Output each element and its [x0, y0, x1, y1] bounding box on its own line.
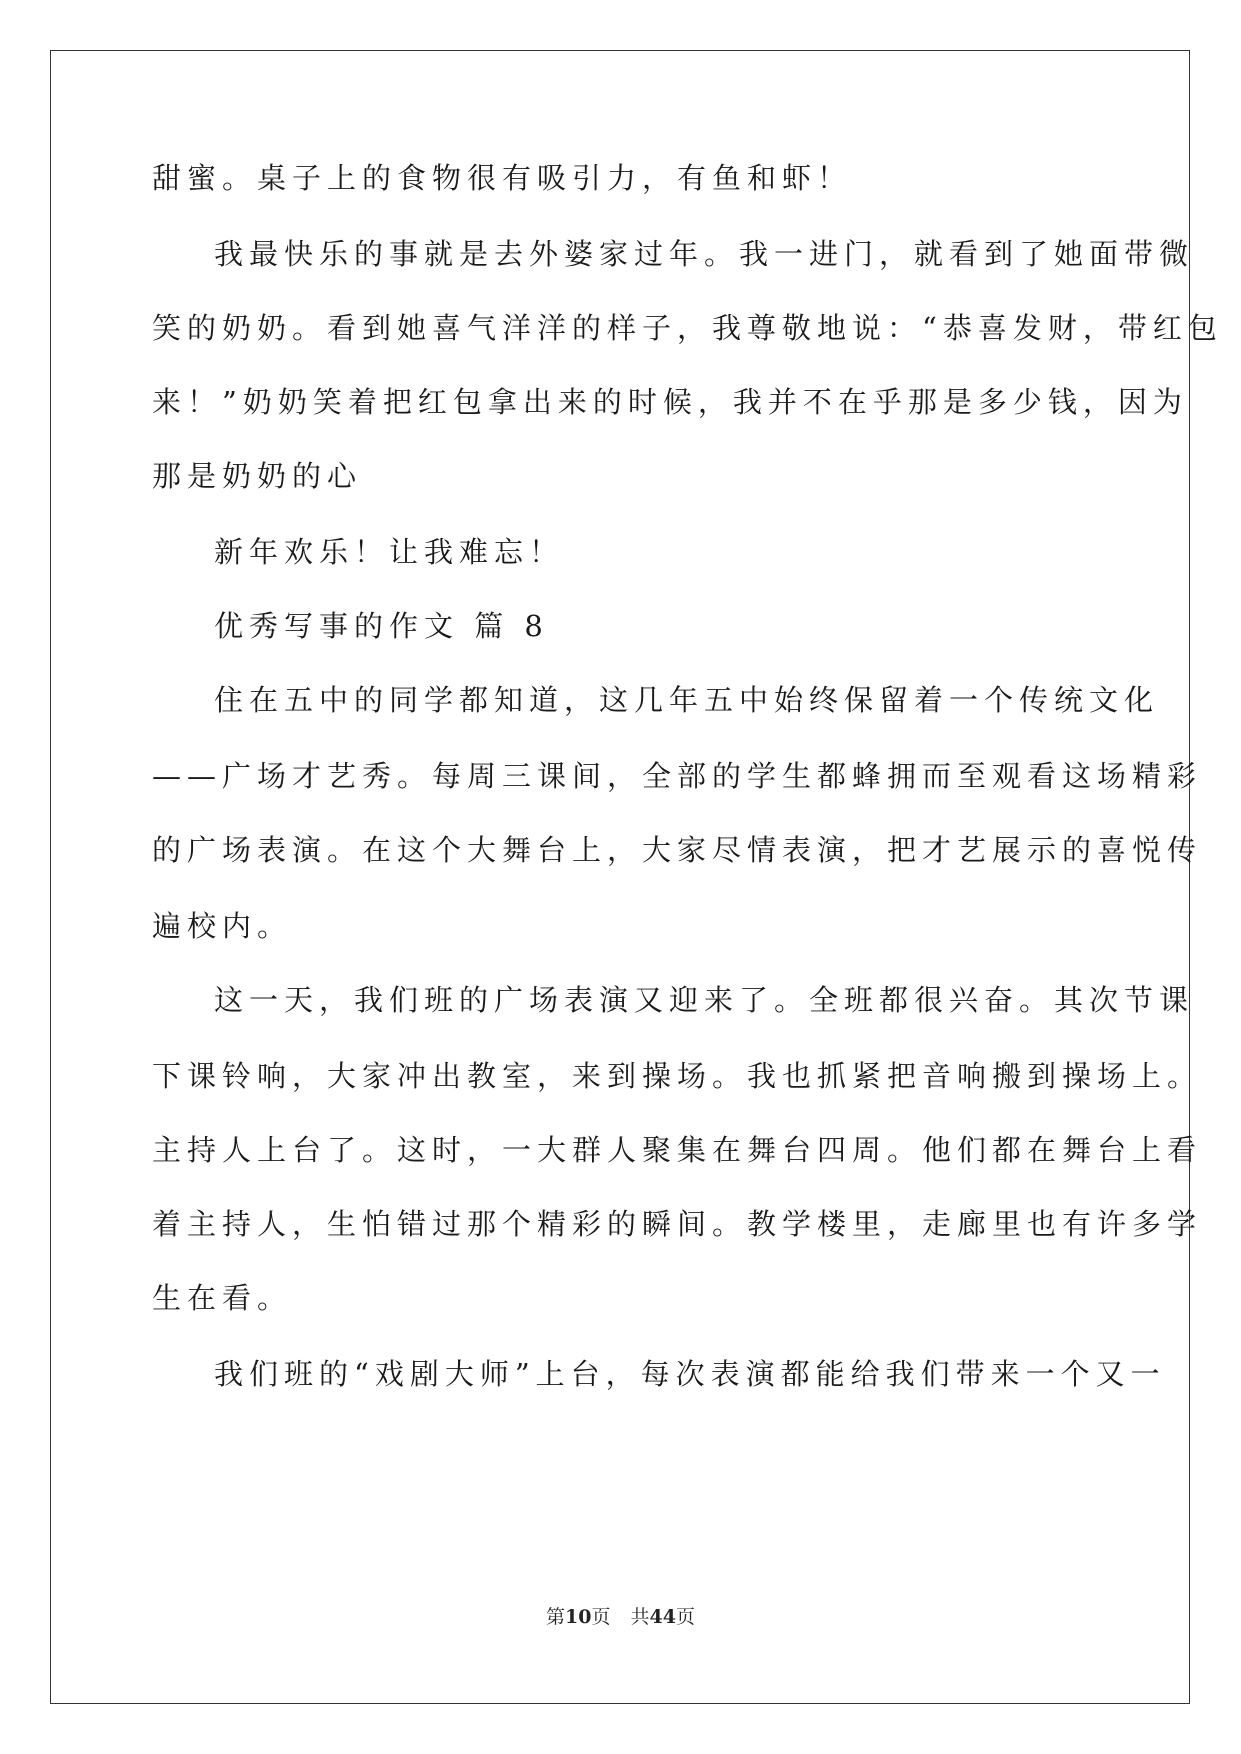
- total-pages: 44: [649, 1606, 676, 1628]
- text-line: 来！”奶奶笑着把红包拿出来的时候，我并不在乎那是多少钱，因为: [152, 385, 1188, 419]
- text-line: 生在看。: [152, 1281, 293, 1315]
- page-number: 10: [565, 1606, 592, 1628]
- text-line: ——广场才艺秀。每周三课间，全部的学生都蜂拥而至观看这场精彩: [152, 759, 1203, 793]
- page-prefix: 第: [546, 1606, 566, 1628]
- total-prefix: 共: [630, 1606, 650, 1628]
- page-footer: [0, 1602, 1241, 1629]
- text-line: 笑的奶奶。看到她喜气洋洋的样子，我尊敬地说：“恭喜发财，带红包: [152, 311, 1223, 345]
- text-line: 遍校内。: [152, 909, 293, 943]
- text-line: 的广场表演。在这个大舞台上，大家尽情表演，把才艺展示的喜悦传: [152, 833, 1203, 867]
- text-line: 新年欢乐！让我难忘！: [214, 535, 565, 569]
- text-line: 着主持人，生怕错过那个精彩的瞬间。教学楼里，走廊里也有许多学: [152, 1207, 1203, 1241]
- text-line: 这一天，我们班的广场表演又迎来了。全班都很兴奋。其次节课: [214, 983, 1195, 1017]
- text-line: 主持人上台了。这时，一大群人聚集在舞台四周。他们都在舞台上看: [152, 1133, 1203, 1167]
- text-line: 我最快乐的事就是去外婆家过年。我一进门，就看到了她面带微: [214, 237, 1195, 271]
- text-line: 下课铃响，大家冲出教室，来到操场。我也抓紧把音响搬到操场上。: [152, 1059, 1203, 1093]
- total-suffix: 页: [675, 1606, 695, 1628]
- text-line: 那是奶奶的心: [152, 459, 363, 493]
- text-line: 住在五中的同学都知道，这几年五中始终保留着一个传统文化: [214, 683, 1160, 717]
- page-suffix: 页: [591, 1606, 611, 1628]
- text-line: 我们班的“戏剧大师”上台，每次表演都能给我们带来一个又一: [214, 1357, 1166, 1391]
- section-heading: 优秀写事的作文 篇 8: [214, 609, 549, 643]
- text-line: 甜蜜。桌子上的食物很有吸引力，有鱼和虾！: [152, 161, 853, 195]
